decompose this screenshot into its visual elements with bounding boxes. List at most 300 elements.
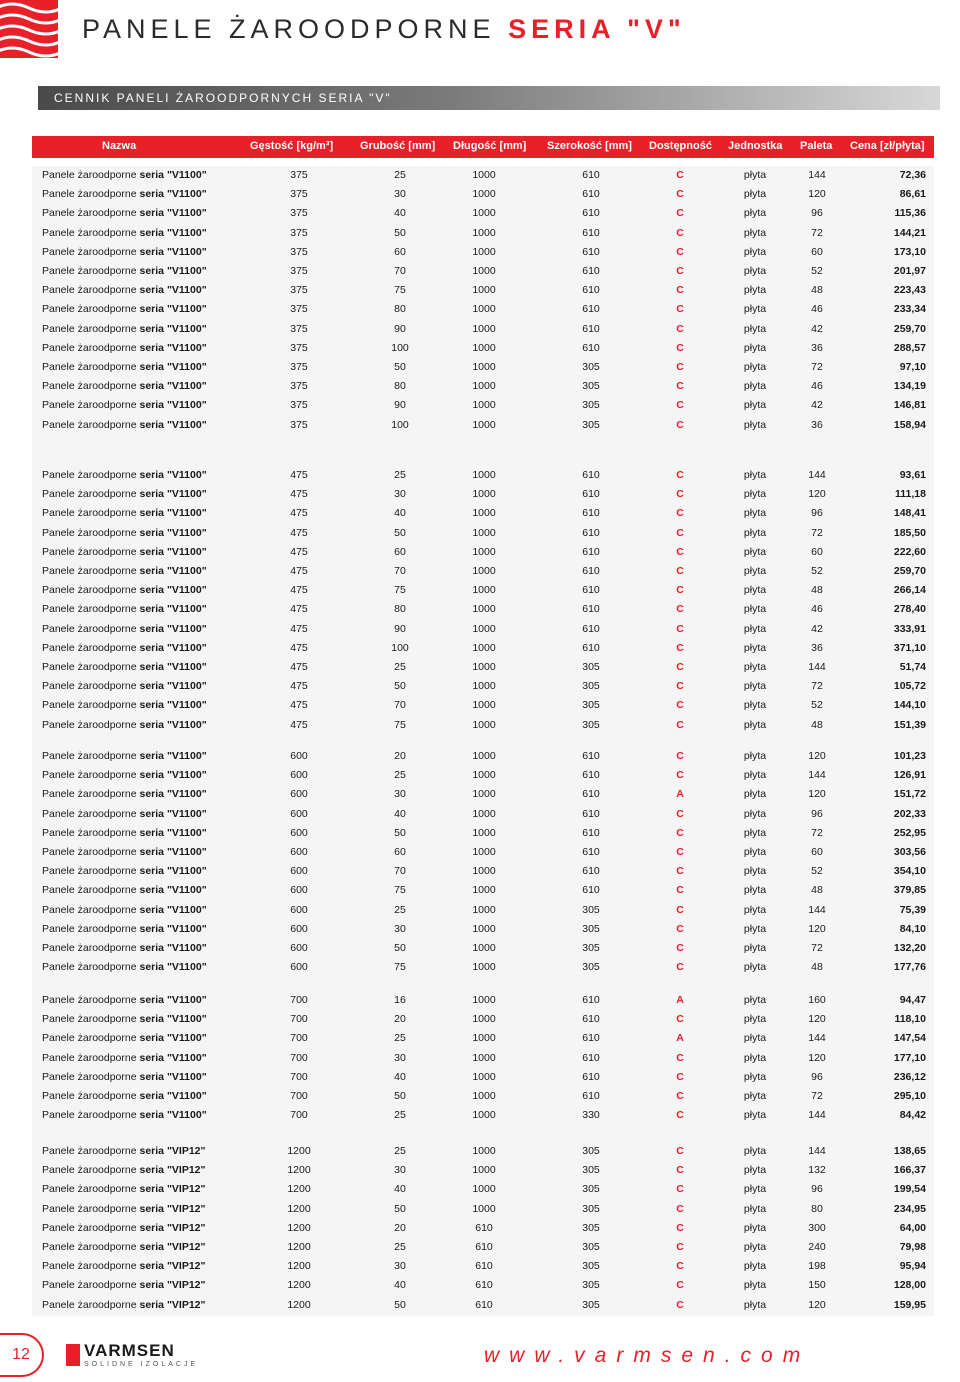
cell-density: 375 <box>290 226 308 239</box>
cell-price: 177,76 <box>893 961 926 974</box>
cell-density: 600 <box>290 961 308 974</box>
cell-length: 1000 <box>472 622 496 635</box>
cell-density: 375 <box>290 361 308 373</box>
cell-width: 610 <box>582 1051 600 1064</box>
cell-density: 375 <box>290 169 308 181</box>
cell-availability: C <box>676 399 684 412</box>
cell-product: Panele żaroodporne <box>42 380 140 393</box>
cell-availability: C <box>676 1202 684 1215</box>
cell-width: 305 <box>582 418 600 431</box>
cell-unit: płyta <box>743 1241 767 1253</box>
cell-length: 610 <box>475 1221 493 1234</box>
col-header-unit: Jednostka <box>728 140 783 152</box>
cell-thickness: 50 <box>394 942 406 954</box>
cell-name <box>42 546 207 558</box>
cell-availability: C <box>676 1145 684 1157</box>
table-row <box>32 466 934 485</box>
title-main: PANELE ŻAROODPORNE <box>82 14 496 44</box>
cell-availability: C <box>676 1260 684 1273</box>
cell-unit: płyta <box>743 1183 767 1196</box>
cell-density: 375 <box>290 322 308 335</box>
cell-price: 101,23 <box>893 750 926 762</box>
cell-thickness: 40 <box>394 1070 406 1083</box>
cell-pallet: 96 <box>811 1183 823 1196</box>
cell-price: 51,74 <box>899 661 926 673</box>
cell-series: seria "V1100" <box>139 680 207 693</box>
cell-length: 1000 <box>472 488 496 501</box>
cell-availability: C <box>676 622 684 635</box>
col-header-thickness: Grubość [mm] <box>360 140 436 152</box>
cell-width: 305 <box>582 1183 600 1196</box>
cell-thickness: 60 <box>394 545 406 558</box>
cell-availability: C <box>676 603 684 616</box>
cell-name <box>42 284 207 296</box>
cell-unit: płyta <box>743 584 767 597</box>
cell-name <box>42 680 207 692</box>
cell-length: 1000 <box>472 661 496 673</box>
cell-thickness: 75 <box>394 884 406 897</box>
cell-product: Panele żaroodporne <box>42 526 140 539</box>
table-row <box>32 1257 934 1276</box>
cell-width: 610 <box>582 545 600 558</box>
cell-width: 610 <box>582 284 600 297</box>
cell-density: 1200 <box>287 1183 311 1196</box>
table-row <box>32 320 934 339</box>
cell-availability: C <box>676 807 684 820</box>
cell-availability: C <box>676 1164 684 1177</box>
cell-thickness: 20 <box>394 1013 406 1026</box>
table-row <box>32 1296 934 1315</box>
cell-product: Panele żaroodporne <box>42 718 140 731</box>
cell-series: seria "V1100" <box>139 565 207 577</box>
cell-series: seria "V1100" <box>139 418 207 431</box>
cell-density: 475 <box>290 680 308 693</box>
cell-thickness: 25 <box>394 769 406 782</box>
cell-series: seria "V1100" <box>139 322 207 335</box>
cell-width: 610 <box>582 507 600 520</box>
cell-series: seria "V1100" <box>139 488 207 501</box>
cell-thickness: 80 <box>394 303 406 316</box>
cell-length: 1000 <box>472 718 496 731</box>
cell-length: 1000 <box>472 265 496 277</box>
cell-width: 610 <box>582 207 600 220</box>
cell-series: seria "V1100" <box>139 865 207 878</box>
cell-name <box>42 1109 207 1121</box>
cell-product: Panele żaroodporne <box>42 1090 140 1102</box>
cell-length: 1000 <box>472 303 496 316</box>
cell-unit: płyta <box>743 565 767 577</box>
table-row <box>32 262 934 281</box>
logo-icon <box>0 0 58 58</box>
cell-name <box>42 380 207 392</box>
cell-product: Panele żaroodporne <box>42 1221 140 1234</box>
cell-unit: płyta <box>743 469 767 481</box>
cell-price: 115,36 <box>894 207 926 220</box>
cell-pallet: 120 <box>808 922 826 935</box>
cell-availability: C <box>676 680 684 693</box>
cell-pallet: 60 <box>811 545 823 558</box>
cell-product: Panele żaroodporne <box>42 1013 140 1026</box>
cell-pallet: 72 <box>811 826 823 839</box>
cell-pallet: 36 <box>811 418 823 431</box>
cell-pallet: 120 <box>808 1051 826 1064</box>
cell-width: 610 <box>582 584 600 597</box>
cell-thickness: 50 <box>394 526 406 539</box>
cell-availability: A <box>676 788 684 801</box>
cell-thickness: 90 <box>394 622 406 635</box>
cell-unit: płyta <box>743 922 767 935</box>
cell-name <box>42 623 207 635</box>
cell-width: 305 <box>582 903 600 916</box>
col-header-length: Długość [mm] <box>453 140 527 152</box>
cell-length: 1000 <box>472 245 496 258</box>
cell-density: 1200 <box>287 1279 311 1292</box>
cell-pallet: 144 <box>808 769 826 782</box>
cell-unit: płyta <box>743 207 767 220</box>
cell-length: 1000 <box>472 1164 496 1177</box>
cell-series: seria "VIP12" <box>139 1164 206 1177</box>
cell-length: 610 <box>475 1298 493 1311</box>
cell-name <box>42 1013 207 1025</box>
cell-length: 1000 <box>472 169 496 181</box>
cell-name <box>42 303 207 315</box>
cell-availability: C <box>676 661 684 673</box>
table-row <box>32 1219 934 1238</box>
cell-availability: C <box>676 1109 684 1122</box>
brand-tagline: SOLIDNE IZOLACJE <box>84 1361 199 1368</box>
cell-name <box>42 1090 207 1102</box>
cell-product: Panele żaroodporne <box>42 469 140 481</box>
cell-thickness: 90 <box>394 322 406 335</box>
cell-density: 475 <box>290 603 308 616</box>
cell-product: Panele żaroodporne <box>42 807 140 820</box>
table-row <box>32 639 934 658</box>
cell-thickness: 25 <box>394 1241 406 1253</box>
cell-length: 610 <box>475 1241 493 1253</box>
cell-density: 475 <box>290 641 308 654</box>
cell-width: 305 <box>582 699 600 712</box>
cell-series: seria "V1100" <box>139 942 207 954</box>
cell-length: 1000 <box>472 1032 496 1045</box>
cell-width: 610 <box>582 341 600 354</box>
cell-series: seria "V1100" <box>139 584 207 597</box>
cell-pallet: 120 <box>808 1013 826 1026</box>
cell-product: Panele żaroodporne <box>42 699 140 712</box>
cell-price: 278,40 <box>893 603 926 616</box>
cell-length: 1000 <box>472 565 496 577</box>
cell-series: seria "V1100" <box>139 1109 207 1122</box>
cell-unit: płyta <box>743 1070 767 1083</box>
table-row <box>32 300 934 319</box>
cell-width: 610 <box>582 826 600 839</box>
cell-unit: płyta <box>743 942 767 954</box>
cell-price: 134,19 <box>893 380 926 393</box>
cell-density: 700 <box>290 1013 308 1026</box>
cell-price: 146,81 <box>893 399 926 412</box>
cell-product: Panele żaroodporne <box>42 399 140 412</box>
cell-unit: płyta <box>743 1145 767 1157</box>
cell-product: Panele żaroodporne <box>42 884 140 897</box>
cell-availability: C <box>676 245 684 258</box>
cell-density: 375 <box>290 284 308 297</box>
cell-series: seria "V1100" <box>139 603 207 616</box>
cell-series: seria "V1100" <box>139 699 207 712</box>
cell-thickness: 30 <box>394 488 406 501</box>
cell-thickness: 50 <box>394 826 406 839</box>
cell-density: 375 <box>290 207 308 220</box>
cell-product: Panele żaroodporne <box>42 1145 140 1157</box>
cell-price: 128,00 <box>893 1279 926 1292</box>
cell-availability: C <box>676 584 684 597</box>
cell-thickness: 50 <box>394 361 406 373</box>
cell-product: Panele żaroodporne <box>42 661 140 673</box>
cell-series: seria "V1100" <box>139 1013 207 1026</box>
cell-width: 610 <box>582 1090 600 1102</box>
table-row <box>32 524 934 543</box>
cell-price: 295,10 <box>893 1090 926 1102</box>
cell-pallet: 96 <box>811 1070 823 1083</box>
table-row <box>32 416 934 435</box>
cell-pallet: 48 <box>811 961 823 974</box>
cell-pallet: 42 <box>811 622 823 635</box>
table-row <box>32 543 934 562</box>
cell-width: 610 <box>582 622 600 635</box>
cell-name <box>42 808 207 820</box>
cell-price: 259,70 <box>893 565 926 577</box>
cell-thickness: 80 <box>394 380 406 393</box>
cell-pallet: 150 <box>808 1279 826 1292</box>
cell-length: 610 <box>475 1260 493 1273</box>
cell-price: 202,33 <box>893 807 926 820</box>
cell-series: seria "V1100" <box>139 1090 207 1102</box>
cell-thickness: 50 <box>394 226 406 239</box>
cell-unit: płyta <box>743 245 767 258</box>
cell-availability: C <box>676 488 684 501</box>
cell-availability: C <box>676 1051 684 1064</box>
cell-length: 1000 <box>472 1183 496 1196</box>
cell-pallet: 144 <box>808 169 826 181</box>
cell-unit: płyta <box>743 769 767 782</box>
cell-density: 1200 <box>287 1145 311 1157</box>
cell-product: Panele żaroodporne <box>42 488 140 501</box>
table-row <box>32 862 934 881</box>
cell-product: Panele żaroodporne <box>42 942 140 954</box>
cell-density: 475 <box>290 488 308 501</box>
cell-width: 610 <box>582 641 600 654</box>
cell-unit: płyta <box>743 807 767 820</box>
cell-unit: płyta <box>743 603 767 616</box>
cell-price: 199,54 <box>893 1183 926 1196</box>
cell-unit: płyta <box>743 994 767 1006</box>
cell-availability: C <box>676 1279 684 1292</box>
table-row <box>32 658 934 677</box>
cell-pallet: 144 <box>808 661 826 673</box>
cell-thickness: 25 <box>394 469 406 481</box>
cell-width: 610 <box>582 603 600 616</box>
cell-length: 1000 <box>472 750 496 762</box>
cell-thickness: 25 <box>394 661 406 673</box>
cell-pallet: 144 <box>808 1032 826 1045</box>
cell-unit: płyta <box>743 661 767 673</box>
cell-availability: C <box>676 545 684 558</box>
table-row <box>32 747 934 766</box>
cell-name <box>42 342 207 354</box>
cell-density: 600 <box>290 750 308 762</box>
cell-name <box>42 1052 207 1064</box>
table-row <box>32 396 934 415</box>
table-row <box>32 901 934 920</box>
cell-series: seria "VIP12" <box>139 1279 206 1292</box>
cell-thickness: 50 <box>394 680 406 693</box>
cell-name <box>42 1299 206 1311</box>
cell-density: 475 <box>290 545 308 558</box>
cell-price: 371,10 <box>893 641 926 654</box>
brand-icon <box>66 1344 80 1366</box>
cell-availability: C <box>676 865 684 878</box>
cell-price: 75,39 <box>899 903 926 916</box>
cell-series: seria "V1100" <box>139 718 207 731</box>
cell-pallet: 36 <box>811 641 823 654</box>
table-row <box>32 824 934 843</box>
cell-length: 1000 <box>472 994 496 1006</box>
cell-price: 93,61 <box>899 469 926 481</box>
cell-density: 375 <box>290 399 308 412</box>
cell-density: 375 <box>290 303 308 316</box>
cell-series: seria "V1100" <box>139 341 207 354</box>
cell-series: seria "V1100" <box>139 399 207 412</box>
cell-density: 1200 <box>287 1298 311 1311</box>
cell-price: 151,72 <box>893 788 926 801</box>
cell-pallet: 52 <box>811 265 823 277</box>
cell-pallet: 52 <box>811 699 823 712</box>
cell-name <box>42 227 207 239</box>
cell-thickness: 50 <box>394 1090 406 1102</box>
cell-price: 233,34 <box>893 303 926 316</box>
cell-price: 259,70 <box>893 322 926 335</box>
cell-name <box>42 923 207 935</box>
cell-length: 1000 <box>472 884 496 897</box>
cell-width: 305 <box>582 661 600 673</box>
cell-thickness: 60 <box>394 245 406 258</box>
cell-pallet: 42 <box>811 399 823 412</box>
cell-product: Panele żaroodporne <box>42 418 140 431</box>
cell-product: Panele żaroodporne <box>42 826 140 839</box>
cell-name <box>42 769 207 781</box>
cell-price: 234,95 <box>893 1202 926 1215</box>
cell-thickness: 40 <box>394 507 406 520</box>
cell-product: Panele żaroodporne <box>42 245 140 258</box>
cell-name <box>42 1164 206 1176</box>
cell-product: Panele żaroodporne <box>42 1183 140 1196</box>
table-row <box>32 581 934 600</box>
website-link[interactable]: www.varmsen.com <box>484 1344 811 1367</box>
cell-product: Panele żaroodporne <box>42 1241 140 1253</box>
cell-price: 151,39 <box>893 718 926 731</box>
cell-name <box>42 942 207 954</box>
cell-length: 1000 <box>472 1013 496 1026</box>
cell-name <box>42 994 207 1006</box>
cell-availability: C <box>676 718 684 731</box>
cell-name <box>42 323 207 335</box>
cell-length: 1000 <box>472 526 496 539</box>
cell-availability: C <box>676 942 684 954</box>
cell-price: 138,65 <box>893 1145 926 1157</box>
cell-unit: płyta <box>743 718 767 731</box>
cell-series: seria "V1100" <box>139 922 207 935</box>
cell-availability: C <box>676 826 684 839</box>
table-row <box>32 1068 934 1087</box>
cell-length: 1000 <box>472 603 496 616</box>
cell-width: 610 <box>582 226 600 239</box>
cell-availability: C <box>676 769 684 782</box>
cell-series: seria "V1100" <box>139 303 207 316</box>
cell-pallet: 46 <box>811 303 823 316</box>
cell-width: 610 <box>582 807 600 820</box>
cell-pallet: 120 <box>808 788 826 801</box>
cell-availability: C <box>676 750 684 762</box>
cell-name <box>42 361 207 373</box>
table-row <box>32 1049 934 1068</box>
cell-width: 610 <box>582 265 600 277</box>
cell-thickness: 25 <box>394 903 406 916</box>
cell-unit: płyta <box>743 226 767 239</box>
cell-series: seria "VIP12" <box>139 1183 206 1196</box>
table-row <box>32 224 934 243</box>
cell-thickness: 50 <box>394 1202 406 1215</box>
cell-name <box>42 1145 206 1157</box>
cell-width: 610 <box>582 245 600 258</box>
cell-pallet: 48 <box>811 884 823 897</box>
table-row <box>32 1010 934 1029</box>
cell-availability: C <box>676 380 684 393</box>
cell-density: 475 <box>290 622 308 635</box>
table-row <box>32 1161 934 1180</box>
cell-name <box>42 699 207 711</box>
cell-availability: C <box>676 1221 684 1234</box>
cell-length: 1000 <box>472 641 496 654</box>
cell-unit: płyta <box>743 188 767 201</box>
cell-length: 1000 <box>472 469 496 481</box>
cell-name <box>42 719 207 731</box>
cell-width: 330 <box>582 1109 600 1122</box>
cell-density: 700 <box>290 1109 308 1122</box>
cell-density: 700 <box>290 1090 308 1102</box>
cell-width: 305 <box>582 380 600 393</box>
cell-series: seria "V1100" <box>139 903 207 916</box>
cell-product: Panele żaroodporne <box>42 1051 140 1064</box>
cell-pallet: 120 <box>808 750 826 762</box>
cell-pallet: 48 <box>811 718 823 731</box>
cell-pallet: 48 <box>811 584 823 597</box>
cell-pallet: 144 <box>808 469 826 481</box>
cell-length: 1000 <box>472 1202 496 1215</box>
cell-unit: płyta <box>743 1164 767 1177</box>
cell-density: 475 <box>290 507 308 520</box>
cell-product: Panele żaroodporne <box>42 622 140 635</box>
table-row <box>32 958 934 977</box>
table-row <box>32 1180 934 1199</box>
table-row <box>32 243 934 262</box>
cell-unit: płyta <box>743 169 767 181</box>
cell-price: 173,10 <box>893 245 926 258</box>
cell-series: seria "V1100" <box>139 884 207 897</box>
cell-pallet: 240 <box>808 1241 826 1253</box>
cell-density: 600 <box>290 865 308 878</box>
cell-thickness: 40 <box>394 1279 406 1292</box>
cell-unit: płyta <box>743 680 767 693</box>
cell-density: 600 <box>290 922 308 935</box>
cell-density: 1200 <box>287 1260 311 1273</box>
